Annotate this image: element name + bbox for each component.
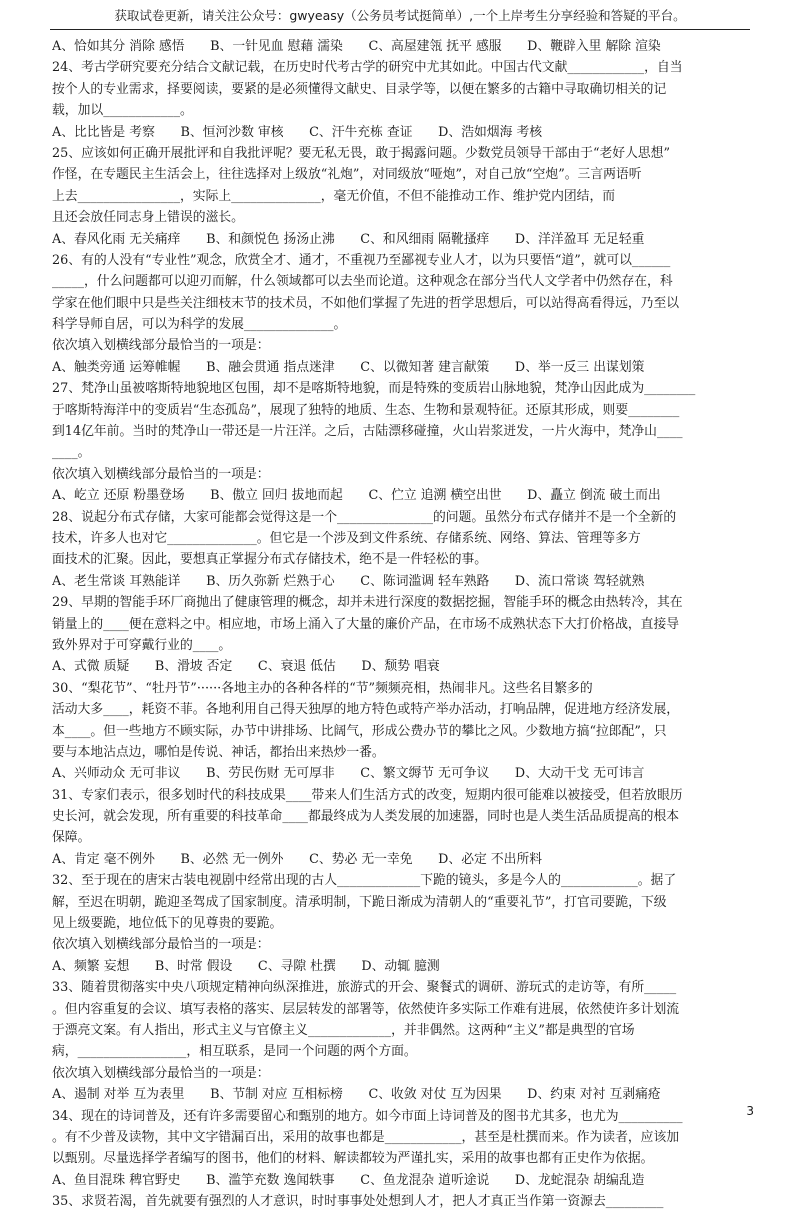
text-line: 到14亿年前。当时的梵净山一带还是一片汪洋。之后，古陆漂移碰撞，火山岩浆迸发，一片火海中，梵净山____	[52, 424, 683, 440]
text-line: 依次填入划横线部分最恰当的一项是：	[52, 466, 270, 482]
text-line: 30、“梨花节”、“牡丹节”······各地主办的各种各样的“节”频频亮相，热闹非凡。这些名目繁多的	[52, 680, 593, 696]
text-line: 学家在他们眼中只是些关注细枝末节的技术员，不如他们掌握了先进的哲学思想后，可以站得高看得远，乃至以	[52, 295, 680, 311]
document-body	[52, 36, 760, 1212]
text-line: 要与本地沾点边，哪怕是传说、神话，都抬出来热炒一番。	[52, 744, 385, 760]
text-line: 依次填入划横线部分最恰当的一项是：	[52, 1065, 270, 1081]
text-line: 技术，许多人也对它______________。但它是一个涉及到文件系统、存储系统、网络、算法、管理等多方	[52, 530, 641, 546]
text-line: 史长河，就会发现，所有重要的科技革命____都最终成为人类发展的加速器，同时也是人类生活品质提高的根本	[52, 809, 680, 825]
text-line: 24、考古学研究要充分结合文献记载，在历史时代考古学的研究中尤其如此。中国古代文献____________，自当	[52, 60, 683, 76]
text-line: 且还会放任同志身上错误的滋长。	[52, 210, 244, 226]
text-line: 26、有的人没有“专业性”观念，欣赏全才、通才，不重视乃至鄙视专业人才，以为只要悟“道”，就可以______	[52, 252, 671, 268]
text-line: 依次填入划横线部分最恰当的一项是：	[52, 937, 270, 953]
text-line: 作怪，在专题民主生活会上，往往选择对上级放“礼炮”，对同级放“哑炮”，对自己放“空炮”。三言两语听	[52, 167, 642, 183]
text-line: 27、梵净山虽被喀斯特地貌地区包围，却不是喀斯特地貌，而是特殊的变质岩山脉地貌，梵净山因此成为________	[52, 381, 696, 397]
text-line: 病，_________________，相互联系，是同一个问题的两个方面。	[52, 1044, 417, 1060]
text-line: 见上级要跪，地位低下的见尊贵的要跪。	[52, 916, 283, 932]
answer-options-line: A、鱼目混珠 稗官野史 B、滥竽充数 逸闻轶事 C、鱼龙混杂 道听途说 D、龙蛇混杂 胡编乱造	[52, 1172, 645, 1188]
text-line: 。但内容重复的会议、填写表格的落实、层层转发的部署等，依然使许多实际工作难有进展，依然使许多计划流	[52, 1001, 680, 1017]
text-line: 以甄别。尽量选择学者编写的图书，他们的材料、解读都较为严谨扎实，采用的故事也都有正史作为依据。	[52, 1151, 654, 1167]
answer-options-line: A、老生常谈 耳熟能详 B、历久弥新 烂熟于心 C、陈词滥调 轻车熟路 D、流口常谈 驾轻就熟	[52, 573, 645, 589]
text-line: ____。	[52, 445, 91, 461]
text-line: 28、说起分布式存储，大家可能都会觉得这是一个_______________的问题。虽然分布式存储并不是一个全新的	[52, 509, 677, 525]
page-header-banner: 获取试卷更新，请关注公众号：gwyeasy（公务员考试挺简单）,一个上岸考生分享经验和答疑的平台。	[50, 8, 750, 30]
text-line: 于喀斯特海洋中的变质岩“生态孤岛”，展现了独特的地质、生态、生物和景观特征。还原其形成，则要________	[52, 402, 680, 418]
text-line: 上去________________，实际上______________，毫无价值，不但不能推动工作、维护党内团结，而	[52, 188, 616, 204]
text-line: 29、早期的智能手环厂商抛出了健康管理的概念，却并未进行深度的数据挖掘，智能手环的概念由热转冷，其在	[52, 595, 683, 611]
answer-options-line: A、式微 质疑 B、滑坡 否定 C、衰退 低估 D、颓势 唱衰	[52, 659, 440, 675]
text-line: 科学导师自居，可以为科学的发展______________。	[52, 317, 347, 333]
text-line: 致外界对于可穿戴行业的____。	[52, 637, 232, 653]
text-line: 载，加以____________。	[52, 103, 193, 119]
answer-options-line: A、兴师动众 无可非议 B、劳民伤财 无可厚非 C、繁文缛节 无可争议 D、大动干戈 无可讳言	[52, 766, 645, 782]
text-line: 35、求贤若渴，首先就要有强烈的人才意识，时时事事处处想到人才，把人才真正当作第一资源去_________	[52, 1194, 664, 1210]
answer-options-line: A、遏制 对举 互为表里 B、节制 对应 互相标榜 C、收敛 对仗 互为因果 D、约束 对衬 互剥痛疮	[52, 1087, 661, 1103]
text-line: 保障。	[52, 830, 91, 846]
page-number: 3	[746, 1104, 754, 1118]
text-line: 33、随着贯彻落实中央八项规定精神向纵深推进，旅游式的开会、聚餐式的调研、游玩式的走访等，有所_____	[52, 980, 677, 996]
text-line: 本____。但一些地方不顾实际，办节中讲排场、比阔气，形成公费办节的攀比之风。少数地方搞“拉郎配”，只	[52, 723, 667, 739]
text-line: 活动大多____，耗资不菲。各地利用自己得天独厚的地方特色或特产举办活动，打响品牌，促进地方经济发展，	[52, 702, 680, 718]
answer-options-line: A、肯定 毫不例外 B、必然 无一例外 C、势必 无一幸免 D、必定 不出所料	[52, 851, 543, 867]
answer-options-line: A、春风化雨 无关痛痒 B、和颜悦色 扬汤止沸 C、和风细雨 隔靴搔痒 D、洋洋盈耳 无足轻重	[52, 231, 645, 247]
answer-options-line: A、触类旁通 运筹帷幄 B、融会贯通 指点迷津 C、以微知著 建言献策 D、举一反三 出谋划策	[52, 359, 645, 375]
text-line: 按个人的专业需求，择要阅读，要紧的是必须懂得文献史、目录学等，以便在繁多的古籍中寻取确切相关的记	[52, 81, 667, 97]
text-line: 销量上的____便在意料之中。相应地，市场上涌入了大量的廉价产品，在市场不成熟状态下大打价格战，直接导	[52, 616, 680, 632]
text-line: 31、专家们表示，很多划时代的科技成果____带来人们生活方式的改变，短期内很可能难以被接受，但若放眼历	[52, 787, 683, 803]
text-line: 25、应该如何正确开展批评和自我批评呢？要无私无畏，敢于揭露问题。少数党员领导干部由于“老好人思想”	[52, 145, 671, 161]
answer-options-line: A、频繁 妄想 B、时常 假设 C、寻隙 杜撰 D、动辄 臆测	[52, 958, 440, 974]
text-line: 面技术的汇聚。因此，要想真正掌握分布式存储技术，绝不是一件轻松的事。	[52, 552, 488, 568]
answer-options-line: A、屹立 还原 粉墨登场 B、傲立 回归 拔地而起 C、伫立 追溯 横空出世 D、矗立 倒流 破土而出	[52, 488, 661, 504]
answer-options-line: A、恰如其分 消除 感悟 B、一针见血 慰藉 濡染 C、高屋建瓴 抚平 感服 D、鞭辟入里 解除 渲染	[52, 39, 661, 54]
text-line: 于漂亮文案。有人指出，形式主义与官僚主义_____________，并非偶然。这两种“主义”都是典型的官场	[52, 1022, 635, 1038]
text-line: 依次填入划横线部分最恰当的一项是：	[52, 338, 270, 354]
text-line: 。有不少普及读物，其中文字错漏百出，采用的故事也都是____________，甚至是杜撰而来。作为读者，应该加	[52, 1129, 680, 1145]
answer-options-line: A、比比皆是 考察 B、恒河沙数 审核 C、汗牛充栋 查证 D、浩如烟海 考核	[52, 124, 543, 140]
text-line: 解，至迟在明朝，跪迎圣驾成了国家制度。清承明制，下跪日渐成为清朝人的“重要礼节”，打官司要跪，下级	[52, 894, 667, 910]
text-line: _____，什么问题都可以迎刃而解，什么领域都可以去坐而论道。这种观念在部分当代人文学者中仍然存在，科	[52, 274, 673, 290]
text-line: 34、现在的诗词普及，还有许多需要留心和甄别的地方。如今市面上诗词普及的图书尤其多，也尤为__________	[52, 1108, 683, 1124]
text-line: 32、至于现在的唐宋古装电视剧中经常出现的古人_____________下跪的镜头，多是今人的____________。据了	[52, 873, 677, 889]
